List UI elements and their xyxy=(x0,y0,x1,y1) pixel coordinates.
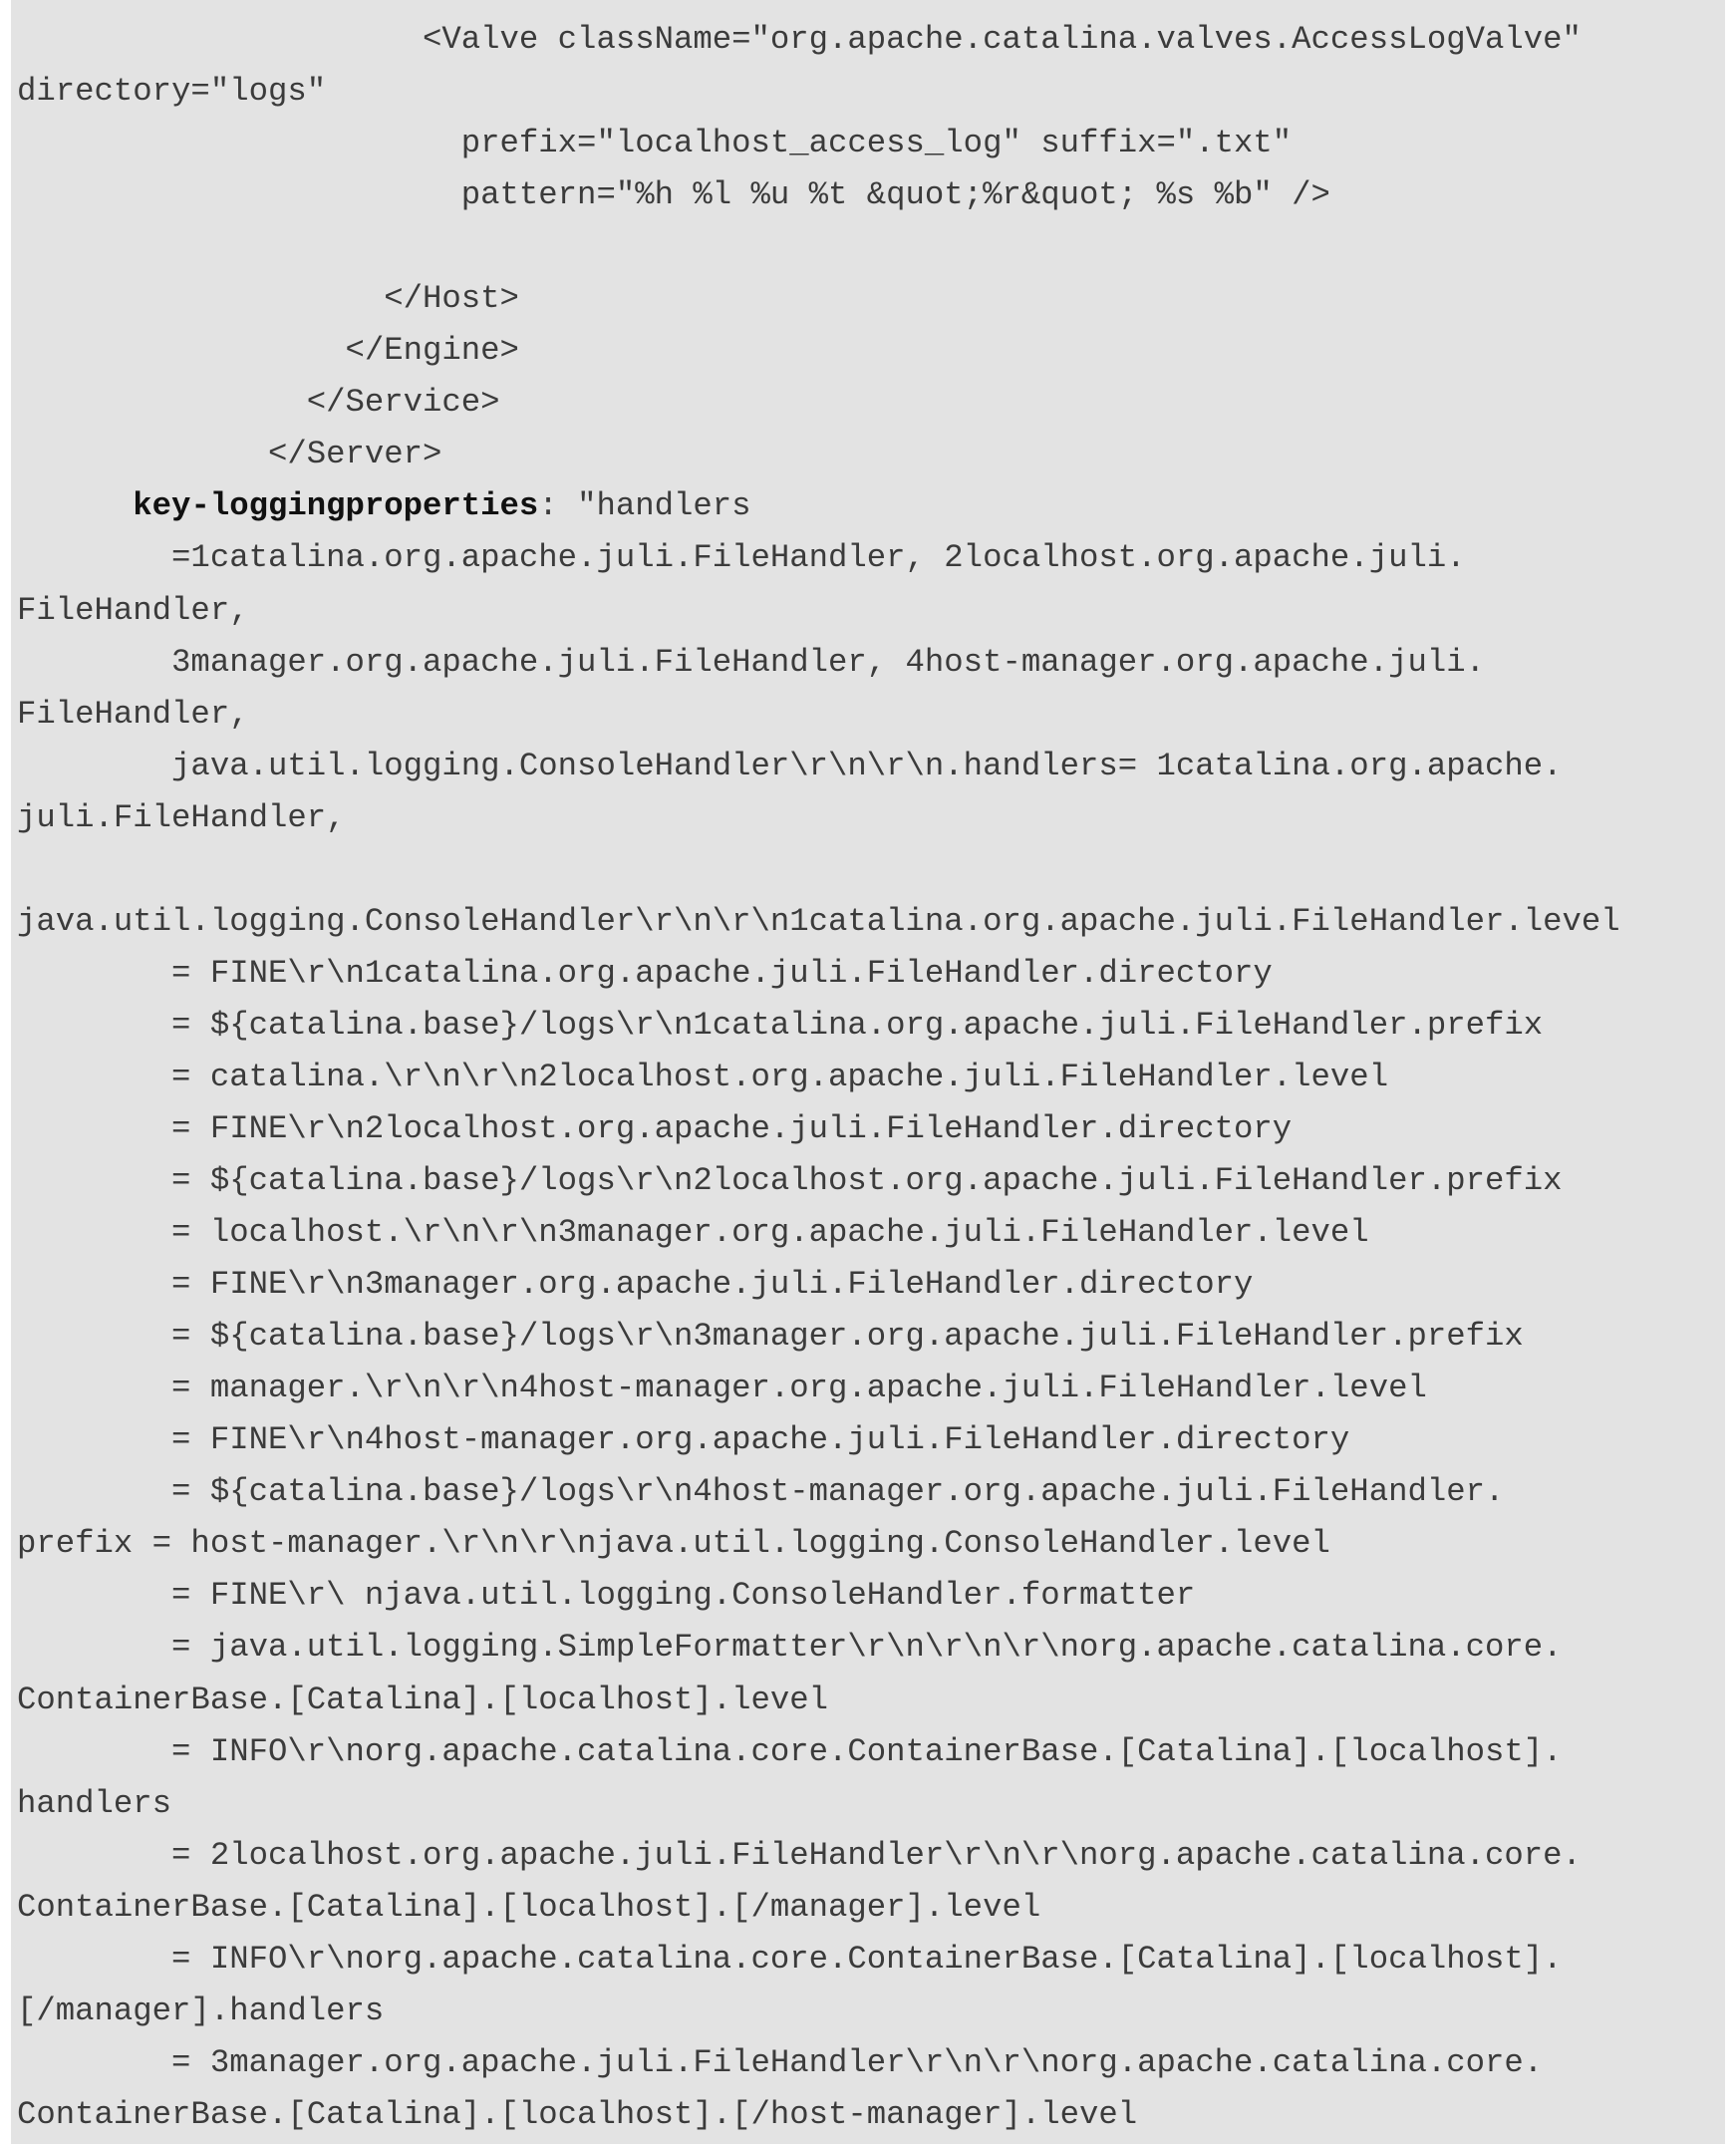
code-text: ContainerBase.[Catalina].[localhost].level xyxy=(17,1681,829,1718)
code-text: = FINE\r\n1catalina.org.apache.juli.FileHandler.directory xyxy=(17,954,1273,992)
code-text: FileHandler, xyxy=(17,591,249,629)
code-line xyxy=(17,2089,1620,2141)
code-text: <Valve className="org.apache.catalina.valves.AccessLogValve" xyxy=(17,21,1582,58)
code-text: 3manager.org.apache.juli.FileHandler, 4host-manager.org.apache.juli. xyxy=(17,643,1485,681)
code-text: prefix = host-manager.\r\n\r\njava.util.logging.ConsoleHandler.level xyxy=(17,1525,1330,1563)
code-line xyxy=(17,1103,1620,1155)
code-text: = manager.\r\n\r\n4host-manager.org.apache.juli.FileHandler.level xyxy=(17,1370,1427,1407)
code-text: = ${catalina.base}/logs\r\n4host-manager.org.apache.juli.FileHandler. xyxy=(17,1473,1505,1511)
code-line xyxy=(17,1414,1620,1466)
code-line xyxy=(17,1934,1620,1986)
code-text: = FINE\r\ njava.util.logging.ConsoleHandler.formatter xyxy=(17,1577,1196,1615)
code-line xyxy=(17,1830,1620,1882)
code-text: = catalina.\r\n\r\n2localhost.org.apache.juli.FileHandler.level xyxy=(17,1058,1389,1095)
code-text: java.util.logging.ConsoleHandler\r\n\r\n.handlers= 1catalina.org.apache. xyxy=(17,747,1563,784)
code-line xyxy=(17,1675,1620,1726)
code-line xyxy=(17,480,1620,532)
code-line xyxy=(17,1518,1620,1570)
code-line xyxy=(17,325,1620,377)
code-line xyxy=(17,273,1620,325)
code-line xyxy=(17,637,1620,689)
code-line xyxy=(17,14,1620,66)
code-text: [/manager].handlers xyxy=(17,1991,385,2029)
code-line xyxy=(17,377,1620,429)
code-line xyxy=(17,844,1620,896)
code-line xyxy=(17,1259,1620,1311)
code-line xyxy=(17,1363,1620,1414)
code-listing-panel xyxy=(11,0,1725,2144)
code-text: = ${catalina.base}/logs\r\n3manager.org.apache.juli.FileHandler.prefix xyxy=(17,1318,1524,1356)
code-line xyxy=(17,896,1620,948)
code-line xyxy=(17,741,1620,792)
code-text: java.util.logging.ConsoleHandler\r\n\r\n1catalina.org.apache.juli.FileHandler.level xyxy=(17,902,1620,940)
code-indent xyxy=(17,487,133,524)
code-line xyxy=(17,585,1620,637)
code-line xyxy=(17,221,1620,273)
code-line xyxy=(17,429,1620,480)
code-text: FileHandler, xyxy=(17,695,249,733)
code-text: = FINE\r\n4host-manager.org.apache.juli.FileHandler.directory xyxy=(17,1421,1350,1459)
code-line xyxy=(17,1466,1620,1518)
code-text: = java.util.logging.SimpleFormatter\r\n\r\n\r\norg.apache.catalina.core. xyxy=(17,1629,1563,1667)
code-block xyxy=(17,14,1620,2141)
code-text: ContainerBase.[Catalina].[localhost].[/host-manager].level xyxy=(17,2095,1138,2133)
code-line xyxy=(17,118,1620,169)
code-line xyxy=(17,792,1620,844)
code-line xyxy=(17,2037,1620,2089)
code-text: ContainerBase.[Catalina].[localhost].[/manager].level xyxy=(17,1888,1041,1926)
code-text: prefix="localhost_access_log" suffix=".txt" xyxy=(17,125,1293,162)
code-line xyxy=(17,532,1620,584)
code-line xyxy=(17,1207,1620,1259)
code-text: directory="logs" xyxy=(17,73,327,111)
yaml-key: key-loggingproperties xyxy=(133,487,539,525)
code-text: = ${catalina.base}/logs\r\n2localhost.org.apache.juli.FileHandler.prefix xyxy=(17,1162,1563,1200)
code-text: =1catalina.org.apache.juli.FileHandler, 2localhost.org.apache.juli. xyxy=(17,539,1466,577)
code-text: pattern="%h %l %u %t &quot;%r&quot; %s %b" /> xyxy=(17,176,1330,214)
code-line xyxy=(17,1155,1620,1207)
code-line xyxy=(17,1622,1620,1674)
code-text: = 2localhost.org.apache.juli.FileHandler\r\n\r\norg.apache.catalina.core. xyxy=(17,1836,1582,1874)
code-text: handlers xyxy=(17,1784,172,1822)
code-text: = FINE\r\n2localhost.org.apache.juli.FileHandler.directory xyxy=(17,1109,1293,1147)
code-text: = INFO\r\norg.apache.catalina.core.ContainerBase.[Catalina].[localhost]. xyxy=(17,1940,1563,1978)
code-text: = 3manager.org.apache.juli.FileHandler\r\n\r\norg.apache.catalina.core. xyxy=(17,2043,1544,2081)
code-line xyxy=(17,1882,1620,1934)
code-line xyxy=(17,689,1620,741)
code-line xyxy=(17,1570,1620,1622)
code-line xyxy=(17,1052,1620,1103)
code-line xyxy=(17,948,1620,1000)
code-text: </Service> xyxy=(17,384,500,422)
code-text: : "handlers xyxy=(538,487,751,525)
code-text: </Host> xyxy=(17,280,519,318)
code-text: = FINE\r\n3manager.org.apache.juli.FileHandler.directory xyxy=(17,1266,1254,1304)
code-text: </Server> xyxy=(17,436,442,473)
code-line xyxy=(17,66,1620,118)
code-text: </Engine> xyxy=(17,332,519,370)
code-text: = localhost.\r\n\r\n3manager.org.apache.juli.FileHandler.level xyxy=(17,1214,1369,1252)
code-line xyxy=(17,1726,1620,1778)
code-text: = ${catalina.base}/logs\r\n1catalina.org.apache.juli.FileHandler.prefix xyxy=(17,1006,1544,1044)
code-line xyxy=(17,1986,1620,2037)
code-text: juli.FileHandler, xyxy=(17,798,346,836)
code-line xyxy=(17,1000,1620,1052)
code-text: = INFO\r\norg.apache.catalina.core.ContainerBase.[Catalina].[localhost]. xyxy=(17,1732,1563,1770)
code-line xyxy=(17,1778,1620,1830)
code-line xyxy=(17,169,1620,221)
code-line xyxy=(17,1311,1620,1363)
